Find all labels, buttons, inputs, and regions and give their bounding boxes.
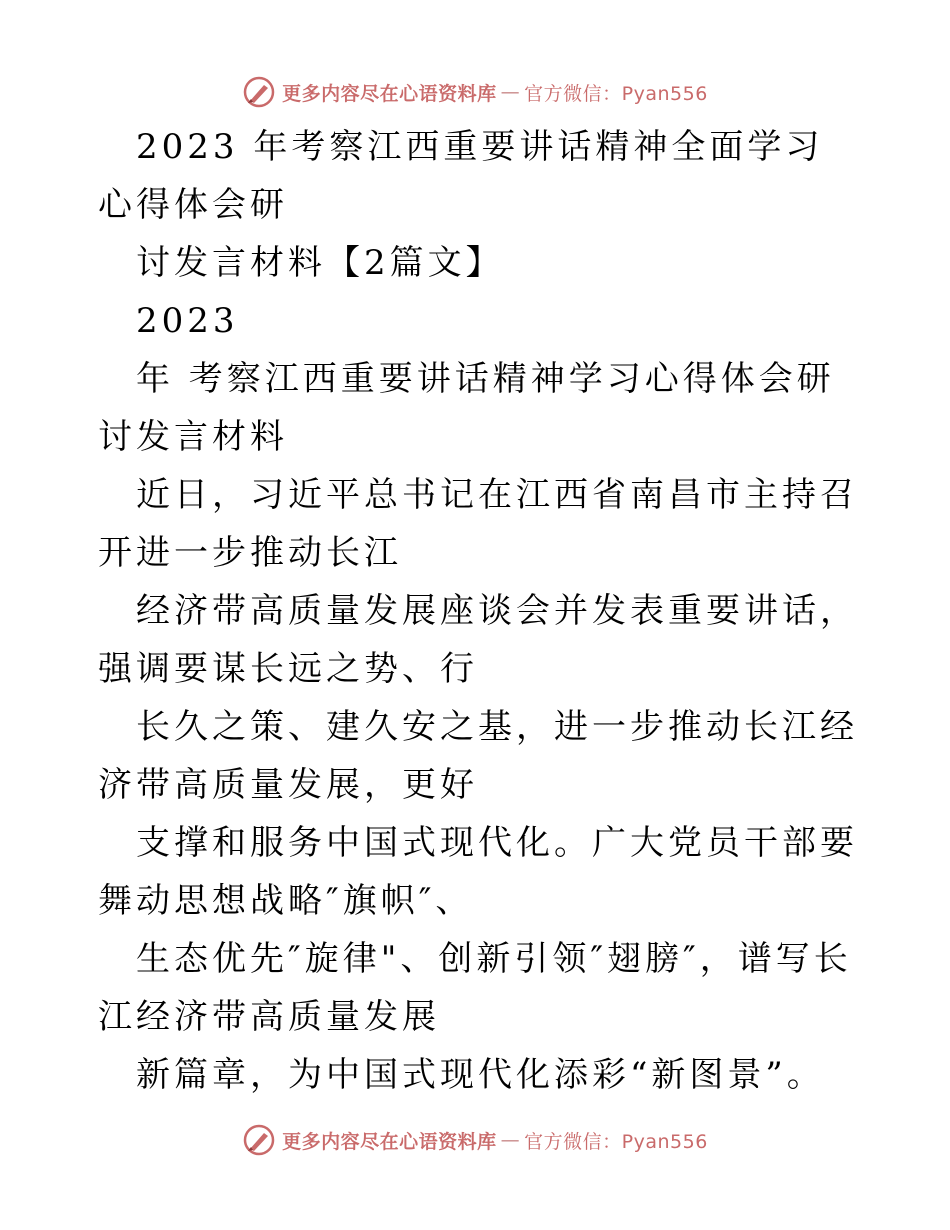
watermark-dash: — (500, 1129, 521, 1151)
watermark-dash: — (500, 81, 521, 103)
doc-paragraph: 2023 (136, 301, 239, 341)
doc-title-line-1: 2023 年考察江西重要讲话精神全面学习心得体会研 (98, 127, 824, 225)
pen-logo-icon (242, 75, 276, 109)
doc-paragraph: 支撑和服务中国式现代化。广大党员干部要舞动思想战略″旗帜″、 (98, 823, 858, 921)
doc-paragraph: 生态优先″旋律"、创新引领″翅膀″，谱写长江经济带高质量发展 (98, 939, 852, 1037)
watermark-suffix: 官方微信：Pyan556 (524, 1130, 708, 1153)
watermark-text: 更多内容尽在心语资料库 (282, 82, 497, 105)
watermark-footer (0, 1120, 950, 1160)
doc-paragraph: 年 考察江西重要讲话精神学习心得体会研讨发言材料 (98, 359, 835, 457)
watermark-suffix: 官方微信：Pyan556 (524, 82, 708, 105)
doc-title-line-2: 讨发言材料【2篇文】 (136, 243, 504, 283)
document-body (98, 118, 858, 1104)
doc-paragraph: 新篇章，为中国式现代化添彩“新图景”。 (136, 1055, 825, 1095)
doc-paragraph: 经济带高质量发展座谈会并发表重要讲话，强调要谋长远之势、行 (98, 591, 858, 689)
watermark-header (0, 72, 950, 112)
watermark-text: 更多内容尽在心语资料库 (282, 1130, 497, 1153)
doc-paragraph: 近日，习近平总书记在江西省南昌市主持召开进一步推动长江 (98, 475, 858, 573)
pen-logo-icon (242, 1123, 276, 1157)
doc-paragraph: 长久之策、建久安之基，进一步推动长江经济带高质量发展，更好 (98, 707, 858, 805)
